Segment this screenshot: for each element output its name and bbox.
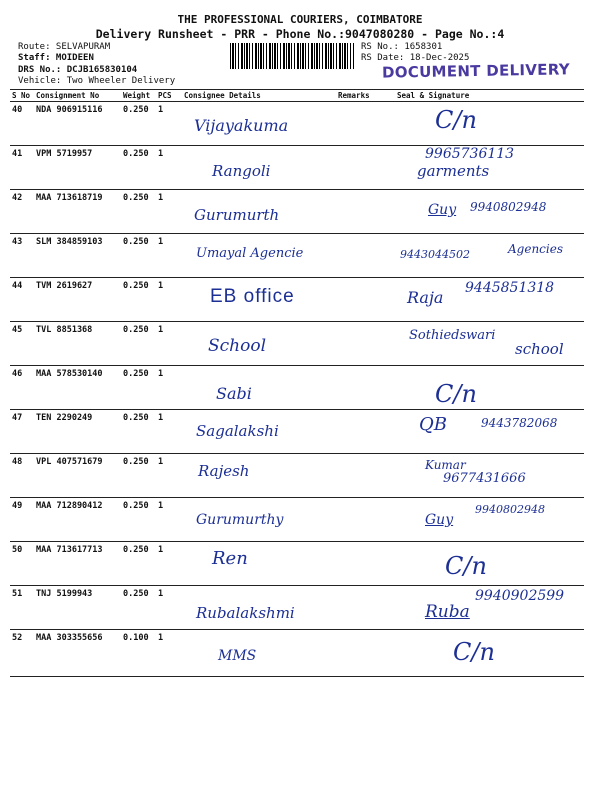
consignment-cell: TVM 2619627 xyxy=(34,278,121,322)
pcs-cell: 1 xyxy=(156,234,182,278)
table-row xyxy=(10,410,584,454)
weight-cell: 0.250 xyxy=(121,146,156,190)
consignment-cell: TEN 2290249 xyxy=(34,410,121,454)
remarks-cell xyxy=(336,630,395,677)
sno-cell: 42 xyxy=(10,190,34,234)
signature-handwriting: QB xyxy=(419,414,447,435)
table-row xyxy=(10,278,584,322)
consignment-cell: VPL 407571679 xyxy=(34,454,121,498)
signature-cell xyxy=(395,454,584,498)
consignee-cell xyxy=(182,190,336,234)
sno-cell: 41 xyxy=(10,146,34,190)
consignment-cell: VPM 5719957 xyxy=(34,146,121,190)
consignee-handwriting: Ren xyxy=(212,548,248,569)
signature-cell xyxy=(395,146,584,190)
sno-cell: 40 xyxy=(10,102,34,146)
consignee-cell xyxy=(182,102,336,146)
consignment-cell: MAA 712890412 xyxy=(34,498,121,542)
signature-cell xyxy=(395,366,584,410)
consignee-cell xyxy=(182,366,336,410)
weight-cell: 0.250 xyxy=(121,234,156,278)
consignee-cell xyxy=(182,630,336,677)
weight-cell: 0.250 xyxy=(121,102,156,146)
signature-cell xyxy=(395,498,584,542)
pcs-cell: 1 xyxy=(156,102,182,146)
table-row xyxy=(10,586,584,630)
signature-handwriting: C/n xyxy=(445,552,487,580)
rs-number: RS No.: 1658301 xyxy=(361,42,443,52)
signature-cell xyxy=(395,586,584,630)
sno-cell: 50 xyxy=(10,542,34,586)
consignment-cell: MAA 713618719 xyxy=(34,190,121,234)
remarks-cell xyxy=(336,146,395,190)
weight-cell: 0.250 xyxy=(121,542,156,586)
sno-cell: 44 xyxy=(10,278,34,322)
signature-cell xyxy=(395,234,584,278)
pcs-cell: 1 xyxy=(156,322,182,366)
sno-cell: 45 xyxy=(10,322,34,366)
remarks-cell xyxy=(336,454,395,498)
consignment-cell: MAA 578530140 xyxy=(34,366,121,410)
pcs-cell: 1 xyxy=(156,410,182,454)
signature-handwriting: Raja xyxy=(407,288,444,307)
consignee-handwriting: MMS xyxy=(218,648,257,664)
barcode xyxy=(230,43,354,69)
signature-cell xyxy=(395,542,584,586)
signature-handwriting: 9940802948 xyxy=(470,200,547,214)
vehicle-label: Vehicle: Two Wheeler Delivery xyxy=(18,76,176,86)
remarks-cell xyxy=(336,190,395,234)
consignee-cell xyxy=(182,146,336,190)
table-header-row xyxy=(10,90,584,102)
pcs-cell: 1 xyxy=(156,278,182,322)
signature-handwriting: C/n xyxy=(453,638,495,666)
sno-cell: 51 xyxy=(10,586,34,630)
consignment-cell: TNJ 5199943 xyxy=(34,586,121,630)
remarks-cell xyxy=(336,542,395,586)
sno-cell: 43 xyxy=(10,234,34,278)
consignee-cell xyxy=(182,278,336,322)
drs-label: DRS No.: DCJB165830104 xyxy=(18,65,138,75)
consignee-cell xyxy=(182,586,336,630)
remarks-cell xyxy=(336,410,395,454)
table-row xyxy=(10,454,584,498)
consignee-cell xyxy=(182,542,336,586)
sno-cell: 47 xyxy=(10,410,34,454)
table-row xyxy=(10,630,584,677)
col-signature: Seal & Signature xyxy=(395,90,584,102)
signature-handwriting: 9940902599 xyxy=(475,588,565,604)
signature-cell xyxy=(395,102,584,146)
table-row xyxy=(10,542,584,586)
remarks-cell xyxy=(336,278,395,322)
remarks-cell xyxy=(336,586,395,630)
signature-cell xyxy=(395,322,584,366)
consignee-cell xyxy=(182,234,336,278)
pcs-cell: 1 xyxy=(156,366,182,410)
remarks-cell xyxy=(336,498,395,542)
table-row xyxy=(10,190,584,234)
table-row xyxy=(10,146,584,190)
consignee-handwriting: School xyxy=(208,336,267,356)
consignment-cell: MAA 713617713 xyxy=(34,542,121,586)
col-consignment: Consignment No xyxy=(34,90,121,102)
signature-cell xyxy=(395,410,584,454)
weight-cell: 0.250 xyxy=(121,498,156,542)
consignee-handwriting: EB office xyxy=(210,286,295,307)
staff-label: Staff: MOIDEEN xyxy=(18,53,94,63)
signature-handwriting: 9445851318 xyxy=(465,280,555,296)
col-consignee: Consignee Details xyxy=(182,90,336,102)
runsheet-subtitle: Delivery Runsheet - PRR - Phone No.:9047080280 - Page No.:4 xyxy=(95,27,505,41)
sno-cell: 46 xyxy=(10,366,34,410)
col-remarks: Remarks xyxy=(336,90,395,102)
signature-handwriting: C/n xyxy=(435,380,477,408)
signature-handwriting: school xyxy=(515,340,564,358)
weight-cell: 0.250 xyxy=(121,410,156,454)
signature-handwriting: 9677431666 xyxy=(443,471,526,486)
consignee-cell xyxy=(182,498,336,542)
rs-date: RS Date: 18-Dec-2025 xyxy=(361,53,470,63)
signature-handwriting: Kumar xyxy=(425,458,466,472)
signature-cell xyxy=(395,630,584,677)
runsheet-table xyxy=(10,89,584,677)
pcs-cell: 1 xyxy=(156,498,182,542)
table-row xyxy=(10,234,584,278)
weight-cell: 0.100 xyxy=(121,630,156,677)
signature-handwriting: garments xyxy=(417,162,490,180)
signature-handwriting: Guy xyxy=(425,512,454,528)
weight-cell: 0.250 xyxy=(121,190,156,234)
document-delivery-stamp: DOCUMENT DELIVERY xyxy=(381,60,571,82)
remarks-cell xyxy=(336,102,395,146)
pcs-cell: 1 xyxy=(156,146,182,190)
consignee-handwriting: Rubalakshmi xyxy=(196,604,295,622)
weight-cell: 0.250 xyxy=(121,322,156,366)
consignment-cell: NDA 906915116 xyxy=(34,102,121,146)
col-weight: Weight xyxy=(121,90,156,102)
weight-cell: 0.250 xyxy=(121,454,156,498)
pcs-cell: 1 xyxy=(156,586,182,630)
consignee-handwriting: Sagalakshi xyxy=(196,422,279,440)
table-row xyxy=(10,498,584,542)
consignee-cell xyxy=(182,454,336,498)
weight-cell: 0.250 xyxy=(121,278,156,322)
consignee-handwriting: Umayal Agencie xyxy=(196,246,304,261)
table-row xyxy=(10,102,584,146)
consignee-cell xyxy=(182,322,336,366)
remarks-cell xyxy=(336,366,395,410)
signature-handwriting: Agencies xyxy=(508,242,563,256)
remarks-cell xyxy=(336,234,395,278)
pcs-cell: 1 xyxy=(156,454,182,498)
consignee-cell xyxy=(182,410,336,454)
weight-cell: 0.250 xyxy=(121,586,156,630)
sno-cell: 48 xyxy=(10,454,34,498)
signature-handwriting: 9443044502 xyxy=(400,248,470,261)
signature-handwriting: Guy xyxy=(428,202,457,218)
signature-handwriting: 9940802948 xyxy=(475,503,545,516)
signature-cell xyxy=(395,278,584,322)
consignee-handwriting: Gurumurth xyxy=(194,206,280,224)
signature-handwriting: C/n xyxy=(435,106,477,134)
signature-cell xyxy=(395,190,584,234)
consignee-handwriting: Gurumurthy xyxy=(196,512,284,528)
signature-handwriting: Sothiedswari xyxy=(409,328,496,343)
consignee-handwriting: Rangoli xyxy=(212,162,271,180)
consignment-cell: TVL 8851368 xyxy=(34,322,121,366)
company-title: THE PROFESSIONAL COURIERS, COIMBATORE xyxy=(177,13,423,26)
sno-cell: 49 xyxy=(10,498,34,542)
pcs-cell: 1 xyxy=(156,630,182,677)
col-sno: S No xyxy=(10,90,34,102)
consignment-cell: SLM 384859103 xyxy=(34,234,121,278)
weight-cell: 0.250 xyxy=(121,366,156,410)
table-row xyxy=(10,322,584,366)
consignee-handwriting: Rajesh xyxy=(198,462,250,480)
table-row xyxy=(10,366,584,410)
signature-handwriting: Ruba xyxy=(425,602,470,622)
remarks-cell xyxy=(336,322,395,366)
pcs-cell: 1 xyxy=(156,542,182,586)
consignee-handwriting: Sabi xyxy=(216,384,252,403)
consignment-cell: MAA 303355656 xyxy=(34,630,121,677)
pcs-cell: 1 xyxy=(156,190,182,234)
col-pcs: PCS xyxy=(156,90,182,102)
route-label: Route: SELVAPURAM xyxy=(18,42,111,52)
signature-handwriting: 9443782068 xyxy=(481,416,558,430)
consignee-handwriting: Vijayakuma xyxy=(194,116,289,135)
sno-cell: 52 xyxy=(10,630,34,677)
signature-handwriting: 9965736113 xyxy=(425,146,515,162)
